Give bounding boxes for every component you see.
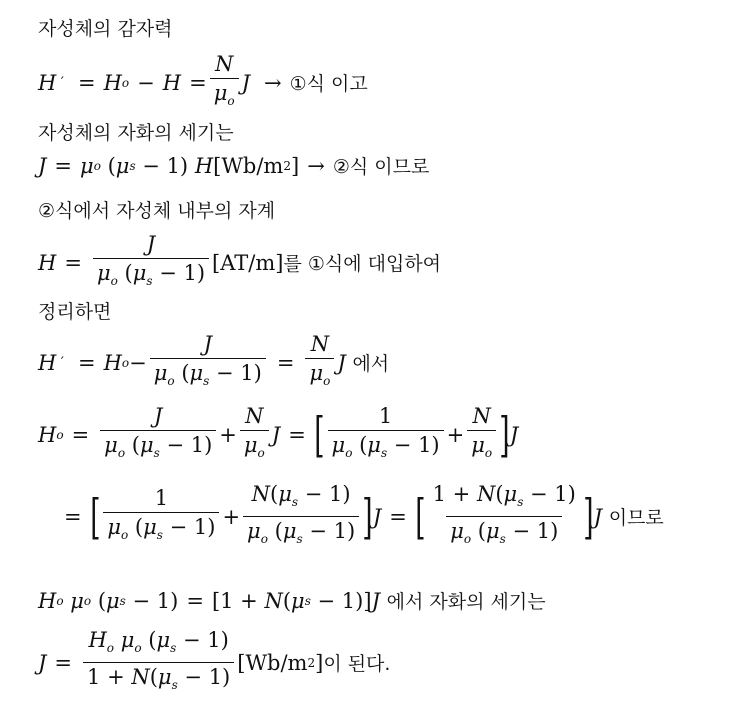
equation-3: H = $\frac{J}{\mu_o (\mu_s - 1)}$ [AT/m] 를 ①식에 대입하여 xyxy=(38,232,441,293)
equation-6-note: 이므로 xyxy=(608,507,664,529)
equation-8: J = $\frac{H_o \mu_o (\mu_s - 1)}{1 + N(\mu_s - 1)}$ [Wb/m 2 ] 이 된다. xyxy=(38,628,390,697)
equation-8-note: 이 된다. xyxy=(323,653,391,675)
equation-2-note: ②식 이므로 xyxy=(332,156,430,178)
text-internal-field: ②식에서 자성체 내부의 자계 xyxy=(38,200,276,222)
equation-4-note: 에서 xyxy=(352,353,390,375)
text-magnetization: 자성체의 자화의 세기는 xyxy=(38,122,234,144)
equation-7: H o μ o ( μ s − 1) = [1 + N ( μ s − 1)] J 에서 자화의 세기는 xyxy=(38,588,546,613)
text-rearrange: 정리하면 xyxy=(38,301,112,323)
equation-2: J = μ o ( μ s − 1) H [Wb/m 2 ] → ②식 이므로 xyxy=(38,153,430,178)
equation-3-note: 를 ①식에 대입하여 xyxy=(283,253,442,275)
equation-4: H ′ = H o − $\frac{J}{\mu_o (\mu_s - 1)}$ = $\frac{N}{\mu_o}$ J 에서 xyxy=(38,332,389,393)
text-demagnetizing-field: 자성체의 감자력 xyxy=(38,18,173,40)
equation-6: = [ $\frac{1}{\mu_o (\mu_s - 1)}$ + $\frac{N(\mu_s - 1)}{\mu_o (\mu_s - 1)}$ ] J = [ $\frac{1 + N(\mu_s - 1)}{\mu_o (\mu_s - 1)}$ ] J 이므로 xyxy=(64,482,664,551)
equation-1-note: ①식 이고 xyxy=(289,73,368,95)
equation-1: H ′ = H o − H = $\frac{N}{\mu_o}$ J → ①식 이고 xyxy=(38,52,368,113)
equation-7-note: 에서 자화의 세기는 xyxy=(386,591,546,613)
equation-5: H o = $\frac{J}{\mu_o (\mu_s - 1)}$ + $\frac{N}{\mu_o}$ J = [ $\frac{1}{\mu_o (\mu_s - 1)}$ + $\frac{N}{\mu_o}$ ] J xyxy=(38,404,518,465)
